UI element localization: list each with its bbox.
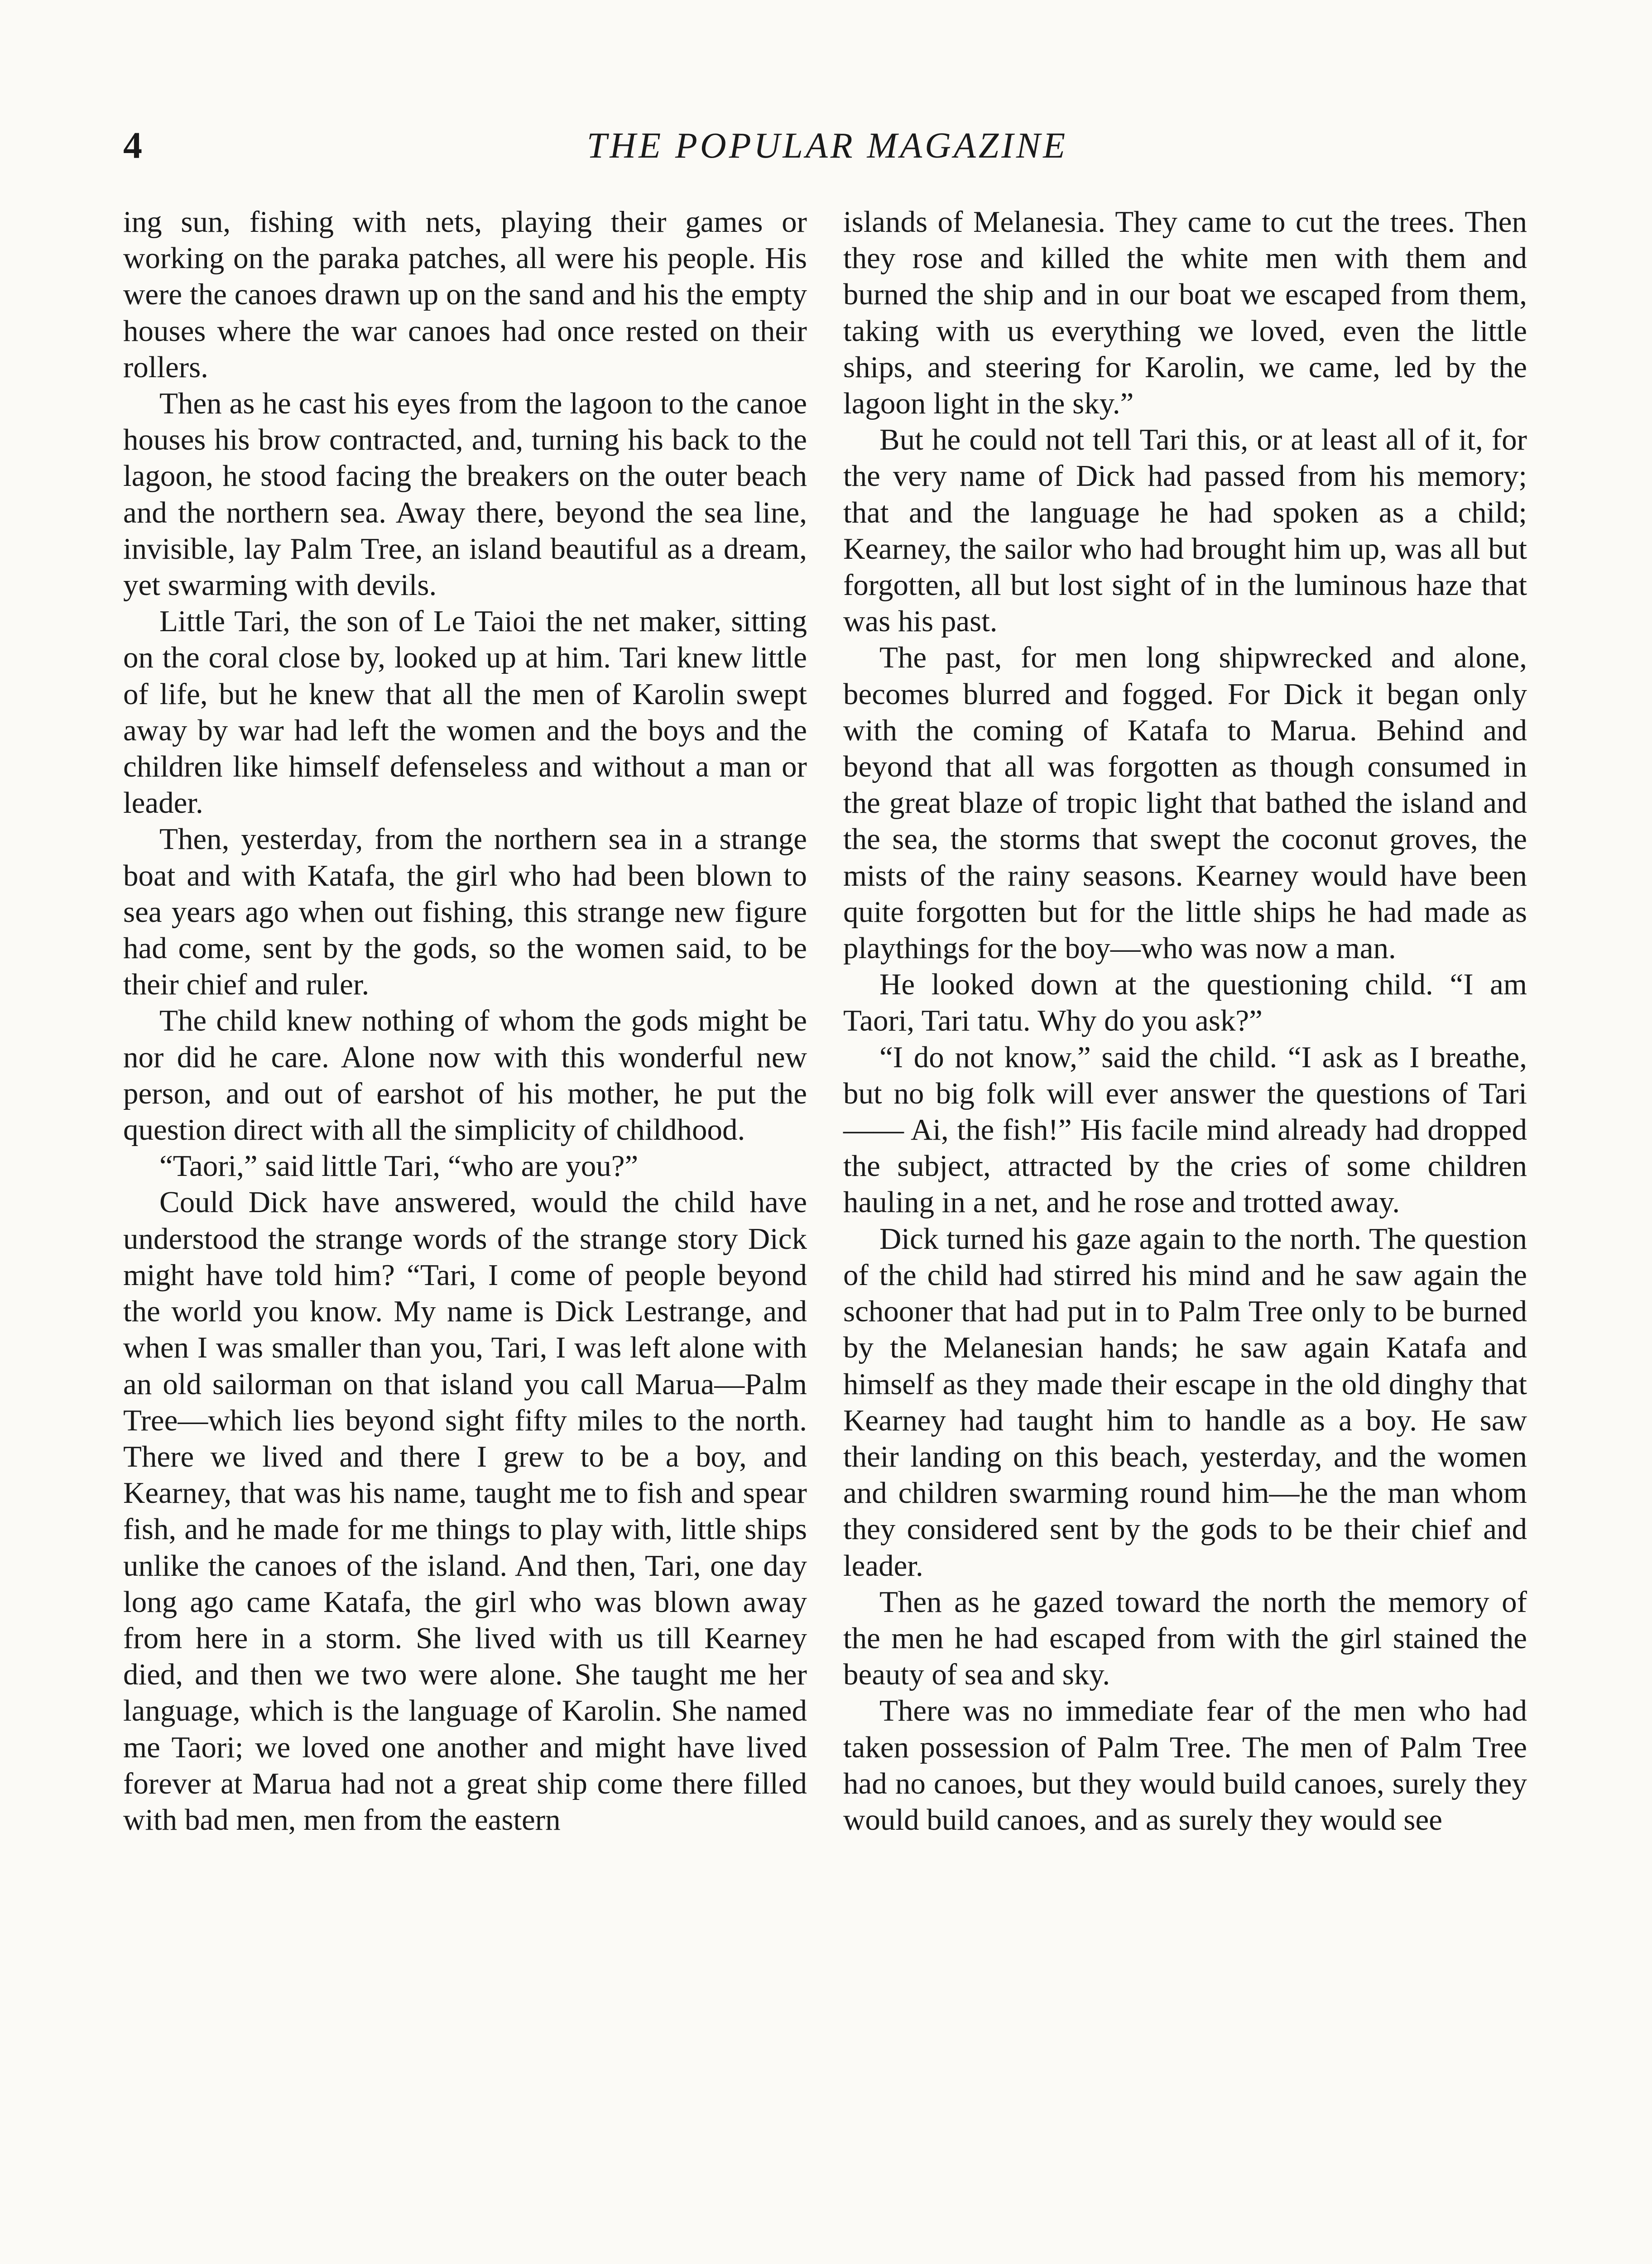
- paragraph: Then as he gazed toward the north the memory of the men he had escaped from with the girl stained the beauty of sea and sky.: [843, 1585, 1527, 1692]
- paragraph: There was no immediate fear of the men who had taken possession of Palm Tree. The men of Palm Tree had no canoes, but they would build canoes, surely they would build canoes, and as surely they would see: [843, 1694, 1527, 1837]
- paragraph: He looked down at the questioning child. “I am Taori, Tari tatu. Why do you ask?”: [843, 968, 1527, 1038]
- page-number: 4: [123, 125, 142, 167]
- left-column: [123, 204, 807, 1838]
- paragraph: Little Tari, the son of Le Taioi the net maker, sitting on the coral close by, looked up at him. Tari knew little of life, but he knew that all the men of Karolin swept away by war had left the women and the boys and the children like himself defenseless and without a man or leader.: [123, 604, 807, 820]
- paragraph: The past, for men long shipwrecked and alone, becomes blurred and fogged. For Dick it began only with the coming of Katafa to Marua. Behind and beyond that all was forgotten as though consumed in the great blaze of tropic light that bathed the island and the sea, the storms that swept the coconut groves, the mists of the rainy seasons. Kearney would have been quite forgotten but for the little ships he had made as playthings for the boy—who was now a man.: [843, 641, 1527, 965]
- right-column: [843, 204, 1527, 1838]
- paragraph: Could Dick have answered, would the child have understood the strange words of the strange story Dick might have told him? “Tari, I come of people beyond the world you know. My name is Dick Lestrange, and when I was smaller than you, Tari, I was left alone with an old sailorman on that island you call Marua—Palm Tree—which lies beyond sight fifty miles to the north. There we lived and there I grew to be a boy, and Kearney, that was his name, taught me to fish and spear fish, and he made for me things to play with, little ships unlike the canoes of the island. And then, Tari, one day long ago came Katafa, the girl who was blown away from here in a storm. She lived with us till Kearney died, and then we two were alone. She taught me her language, which is the language of Karolin. She named me Taori; we loved one another and might have lived forever at Marua had not a great ship come there filled with bad men, men from the eastern: [123, 1185, 807, 1837]
- paragraph: Dick turned his gaze again to the north. The question of the child had stirred his mind and he saw again the schooner that had put in to Palm Tree only to be burned by the Melanesian hands; he saw again Katafa and himself as they made their escape in the old dinghy that Kearney had taught him to handle as a boy. He saw their landing on this beach, yesterday, and the women and children swarming round him—he the man whom they considered sent by the gods to be their chief and leader.: [843, 1222, 1527, 1583]
- paragraph: Then, yesterday, from the northern sea in a strange boat and with Katafa, the girl who had been blown to sea years ago when out fishing, this strange new figure had come, sent by the gods, so the women said, to be their chief and ruler.: [123, 822, 807, 1002]
- paragraph: “Taori,” said little Tari, “who are you?”: [159, 1149, 639, 1183]
- paragraph: “I do not know,” said the child. “I ask as I breathe, but no big folk will ever answer the questions of Tari—— Ai, the fish!” His facile mind already had dropped the subject, attracted by the cries of some children hauling in a net, and he rose and trotted away.: [843, 1040, 1527, 1219]
- magazine-title: THE POPULAR MAGAZINE: [586, 126, 1068, 166]
- paragraph: ing sun, fishing with nets, playing their games or working on the paraka patches, all were his people. His were the canoes drawn up on the sand and his the empty houses where the war canoes had once rested on their rollers.: [123, 205, 807, 384]
- paragraph: But he could not tell Tari this, or at least all of it, for the very name of Dick had passed from his memory; that and the language he had spoken as a child; Kearney, the sailor who had brought him up, was all but forgotten, all but lost sight of in the luminous haze that was his past.: [843, 423, 1527, 638]
- page-header: [123, 119, 1532, 173]
- paragraph: The child knew nothing of whom the gods might be nor did he care. Alone now with this wonderful new person, and out of earshot of his mother, he put the question direct with all the simplicity of childhood.: [123, 1004, 807, 1147]
- paragraph: Then as he cast his eyes from the lagoon to the canoe houses his brow contracted, and, turning his back to the lagoon, he stood facing the breakers on the outer beach and the northern sea. Away there, beyond the sea line, invisible, lay Palm Tree, an island beautiful as a dream, yet swarming with devils.: [123, 387, 807, 602]
- paragraph: islands of Melanesia. They came to cut the trees. Then they rose and killed the white men with them and burned the ship and in our boat we escaped from them, taking with us everything we loved, even the little ships, and steering for Karolin, we came, led by the lagoon light in the sky.”: [843, 205, 1527, 421]
